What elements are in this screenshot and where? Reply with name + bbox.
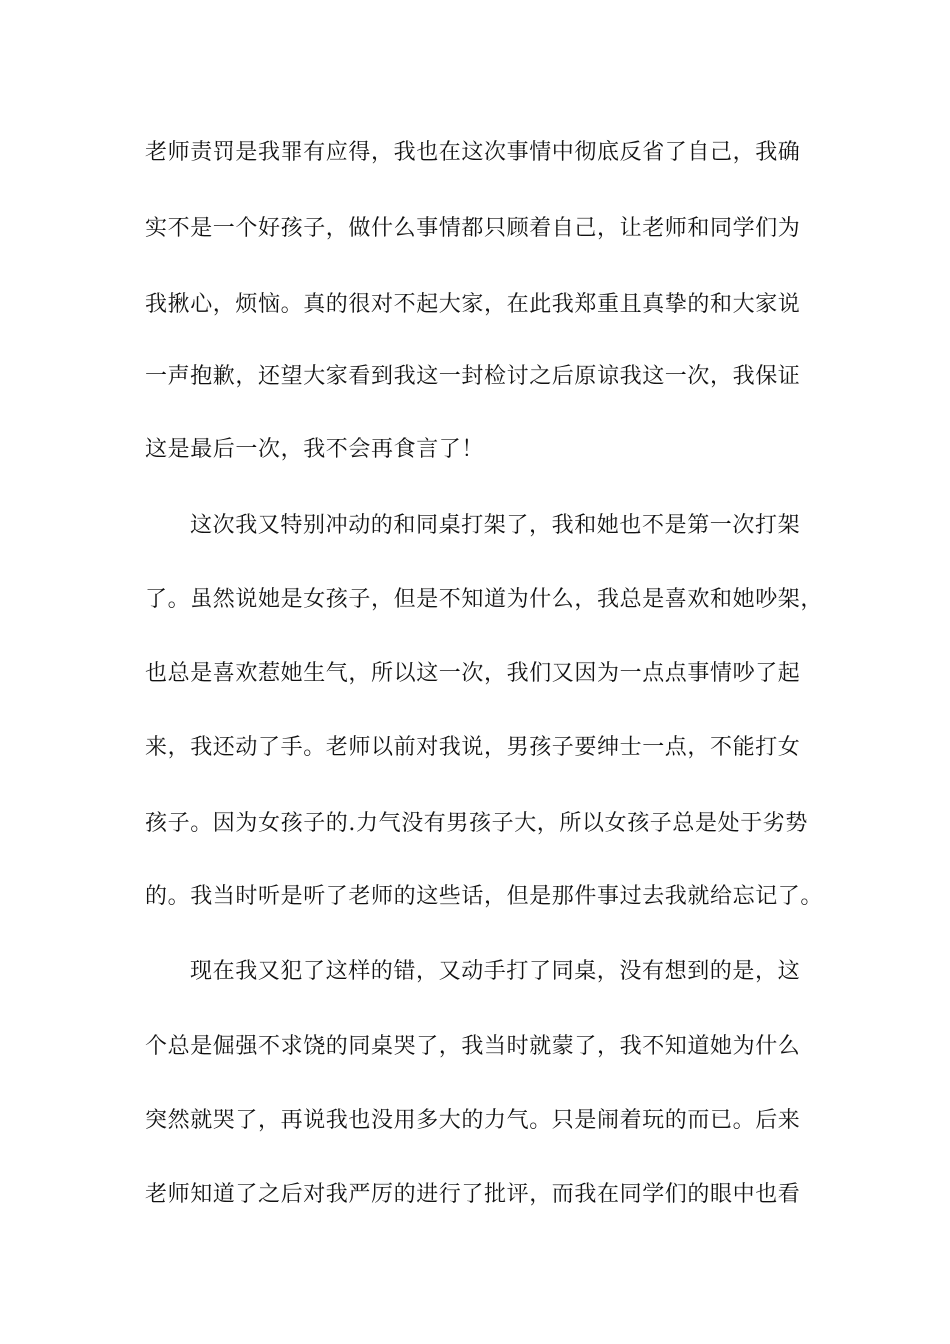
text-line: 的。我当时听是听了老师的这些话，但是那件事过去我就给忘记了。	[145, 884, 824, 909]
text-line: 个总是倔强不求饶的同桌哭了，我当时就蒙了，我不知道她为什么	[145, 1034, 801, 1059]
text-line: 我揪心，烦恼。真的很对不起大家，在此我郑重且真挚的和大家说	[145, 292, 801, 317]
text-line: 实不是一个好孩子，做什么事情都只顾着自己，让老师和同学们为	[145, 216, 801, 241]
text-line: 来，我还动了手。老师以前对我说，男孩子要绅士一点，不能打女	[145, 735, 801, 760]
text-line: 老师知道了之后对我严厉的进行了批评，而我在同学们的眼中也看	[145, 1182, 801, 1207]
text-line: 也总是喜欢惹她生气，所以这一次，我们又因为一点点事情吵了起	[145, 661, 801, 686]
text-line: 这是最后一次，我不会再食言了！	[145, 437, 485, 462]
paragraph-first-line: 现在我又犯了这样的错，又动手打了同桌，没有想到的是，这	[190, 959, 801, 984]
text-line: 孩子。因为女孩子的.力气没有男孩子大，所以女孩子总是处于劣势	[145, 811, 808, 836]
text-line: 老师责罚是我罪有应得，我也在这次事情中彻底反省了自己，我确	[145, 140, 801, 165]
text-line: 突然就哭了，再说我也没用多大的力气。只是闹着玩的而已。后来	[145, 1108, 801, 1133]
text-line: 一声抱歉，还望大家看到我这一封检讨之后原谅我这一次，我保证	[145, 364, 801, 389]
paragraph-first-line: 这次我又特别冲动的和同桌打架了，我和她也不是第一次打架	[190, 513, 801, 538]
text-line: 了。虽然说她是女孩子，但是不知道为什么，我总是喜欢和她吵架，	[145, 587, 824, 612]
